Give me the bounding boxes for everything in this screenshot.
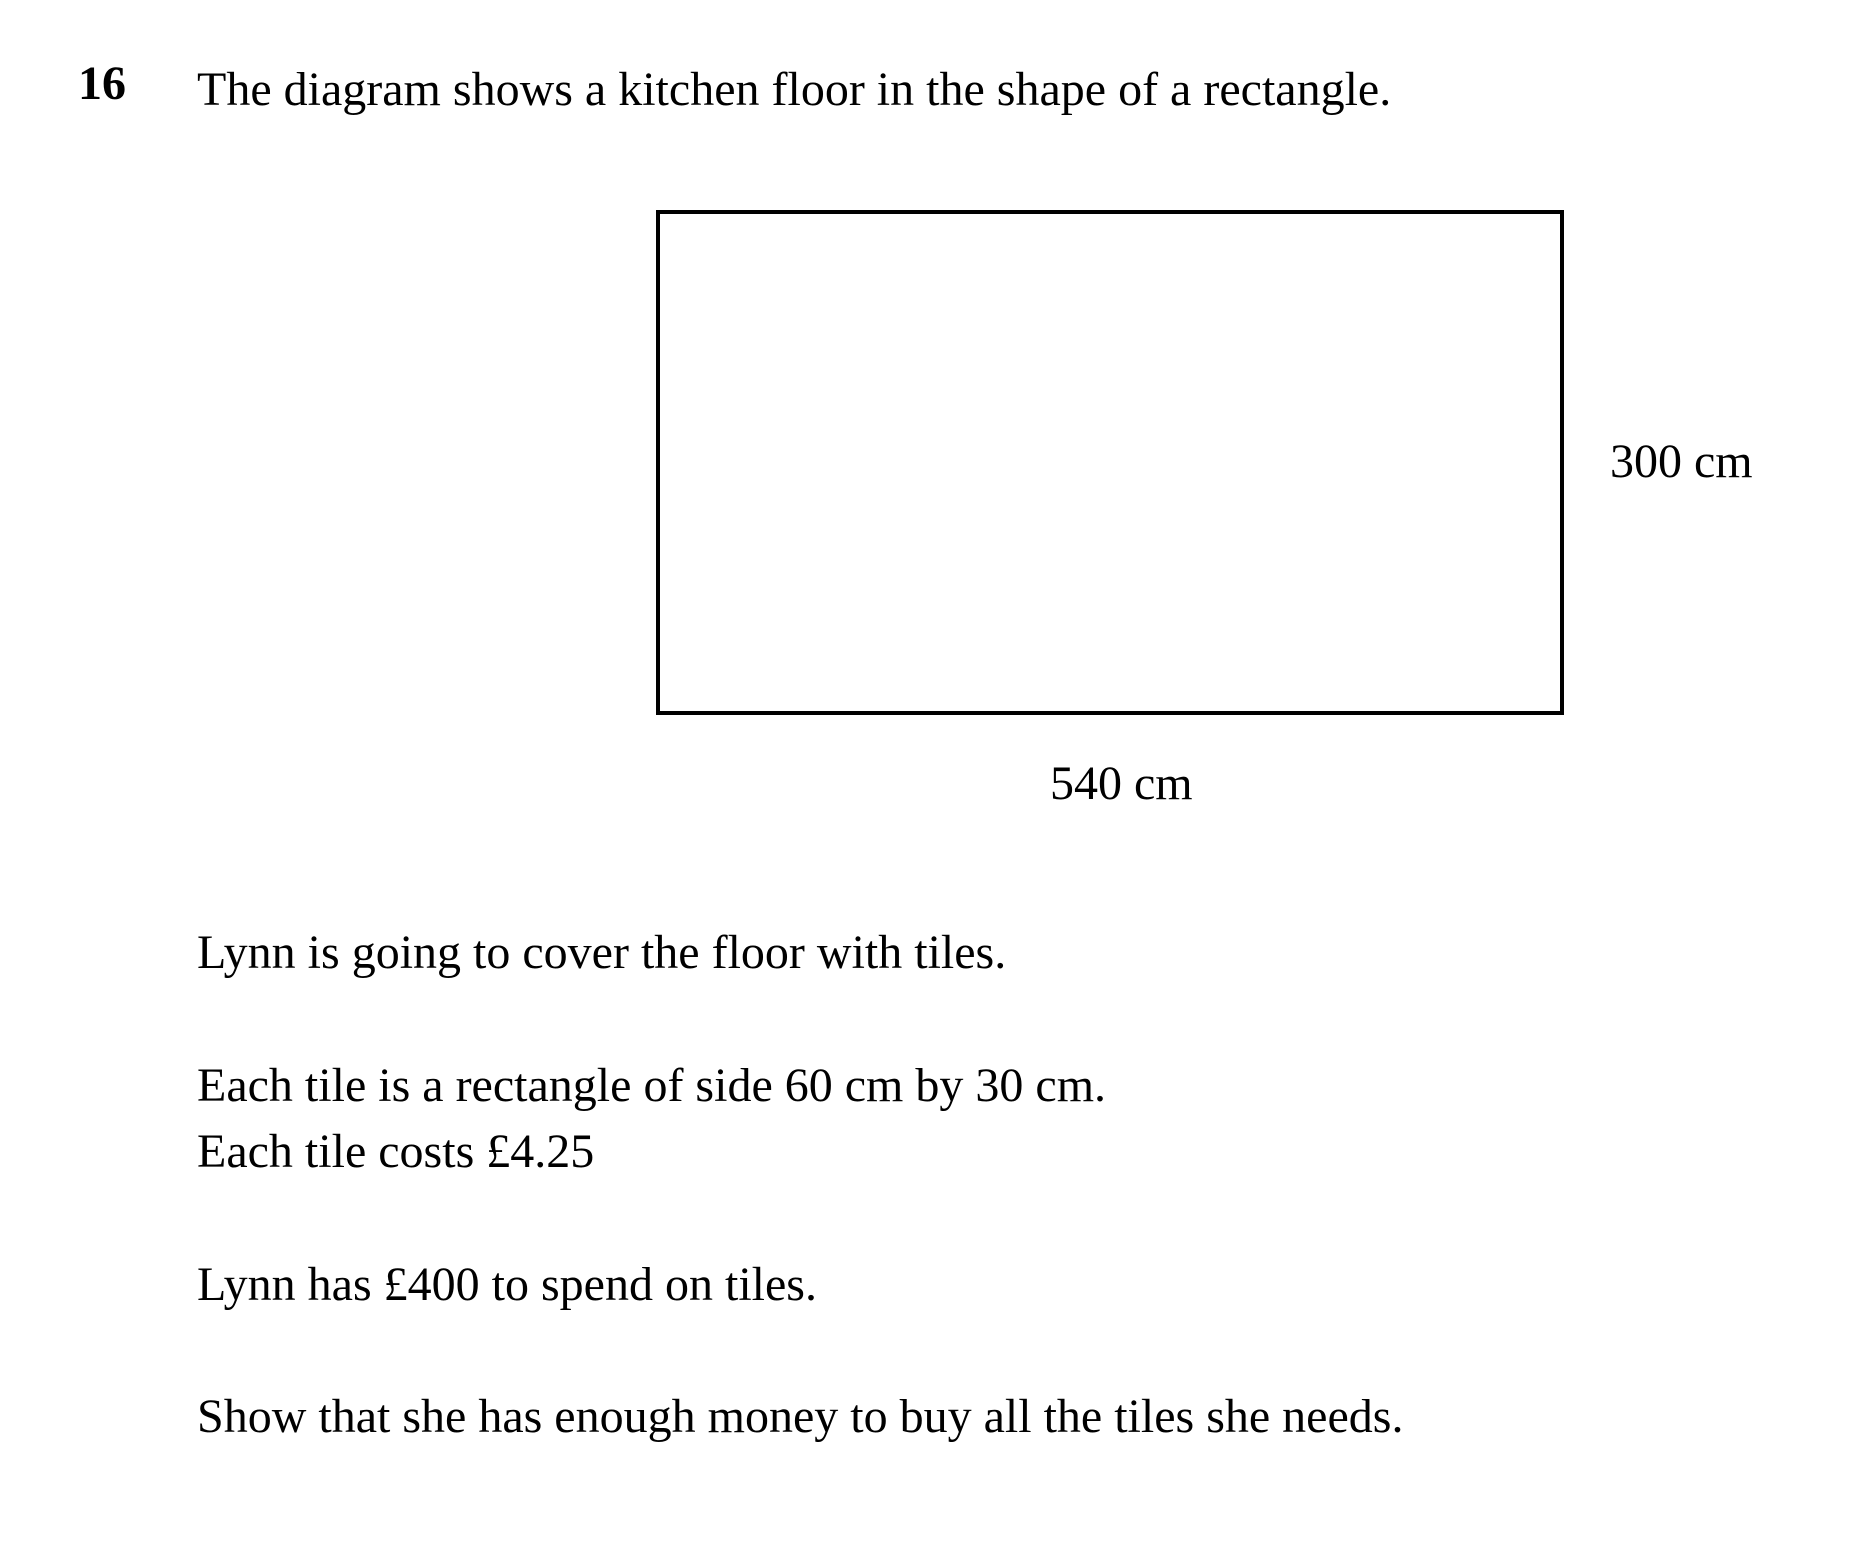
question-number: 16	[78, 57, 126, 110]
kitchen-floor-rectangle	[656, 210, 1564, 715]
body-line-tile-size: Each tile is a rectangle of side 60 cm by 30 cm.	[197, 1059, 1107, 1112]
width-label: 540 cm	[1050, 757, 1193, 810]
question-intro: The diagram shows a kitchen floor in the shape of a rectangle.	[197, 63, 1392, 116]
body-line-task: Show that she has enough money to buy all the tiles she needs.	[197, 1390, 1404, 1443]
body-line-budget: Lynn has £400 to spend on tiles.	[197, 1258, 817, 1311]
body-line-tile-cost: Each tile costs £4.25	[197, 1125, 595, 1178]
height-label: 300 cm	[1610, 435, 1753, 488]
body-line-tiles: Lynn is going to cover the floor with tiles.	[197, 926, 1007, 979]
